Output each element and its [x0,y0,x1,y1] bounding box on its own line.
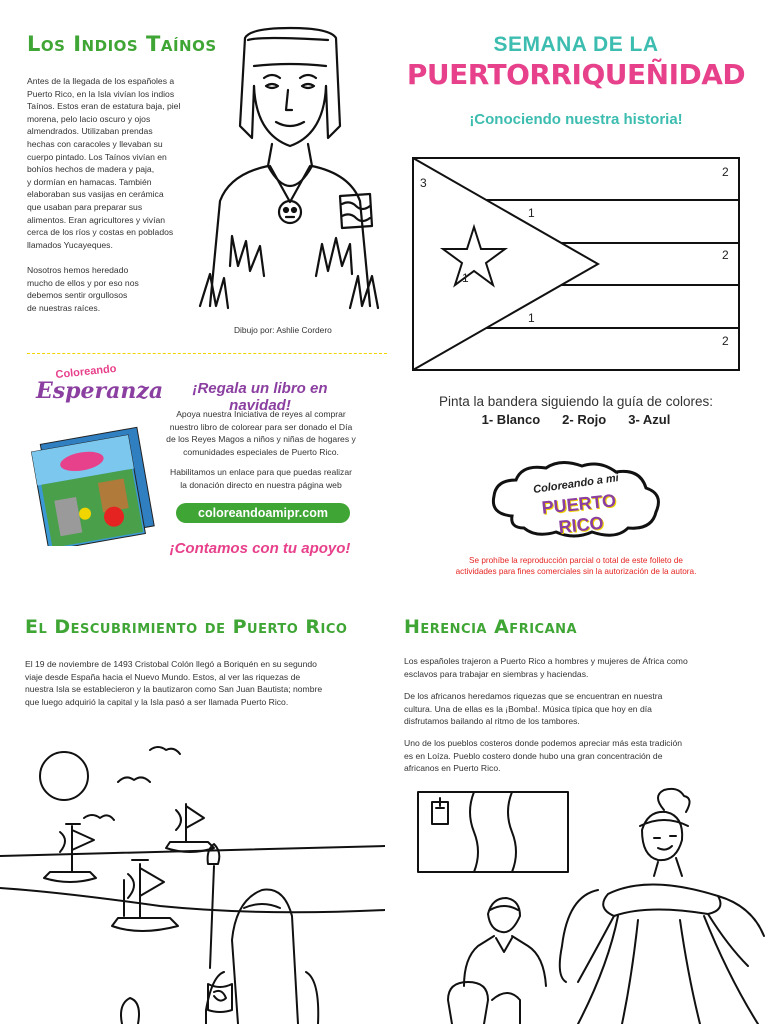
columbus-arrival-illustration [0,740,385,1024]
page-header-line1: SEMANA DE LA [493,33,659,56]
descubrimiento-body: El 19 de noviembre de 1493 Cristobal Colón llegó a Boriquén en su segundo viaje desde España hacia el Nuevo Mundo. Estos, al ver las riquezas de nuestra Isla se establecieron y la bautizaron como San Juan Bautista; nombre que luego adquirió la capital y la Isla pasó a ser llamada Puerto Rico. [25,659,323,707]
flag-number-stripe2: 1 [528,206,535,220]
tainos-title: Los Indios Taínos [27,32,217,56]
logo-line1: Coloreando [54,362,118,382]
flag-number-stripe5: 2 [722,334,729,348]
herencia-paragraph-2: De los africanos heredamos riquezas que se encuentran en nuestra cultura. Una de ellas es la ¡Bomba!. Música típica que hoy en día disfrutamos bailando al ritmo de los tambores. [404,691,663,727]
brand-line1: Coloreando a mi [532,472,620,496]
page-subtitle: ¡Conociendo nuestra historia! [469,111,683,128]
legend-red: 2- Rojo [562,412,607,427]
brand-line2: PUERTO RICO [540,490,618,538]
copyright-disclaimer: Se prohíbe la reproducción parcial o total de este folleto de actividades para fines comerciales sin la autorización de la autora. [455,556,697,576]
section-divider [27,353,387,354]
flag-number-stripe1: 2 [722,165,729,179]
flag-number-triangle: 3 [420,176,427,190]
herencia-title: Herencia Africana [404,616,578,638]
logo-line2: Esperanza [36,378,164,404]
book-headline: ¡Regala un libro en navidad! [192,380,328,414]
herencia-paragraph-3: Uno de los pueblos costeros donde podemos apreciar más esta tradición es en Loíza. Pueblo costero donde hubo una gran concentración de africanos en Puerto Rico. [404,738,683,774]
legend-blue: 3- Azul [628,412,671,427]
book-body-link-note: Habilitamos un enlace para que puedas realizar la donación directo en nuestra página web [169,467,352,490]
flag-number-stripe4: 1 [528,311,535,325]
flag-number-star: 1 [462,271,469,285]
legend-white: 1- Blanco [481,412,541,427]
book-body: Apoya nuestra Iniciativa de reyes al comprar nuestro libro de colorear para ser donado el Día de los Reyes Magos a niños y niñas de hogares y comunidades especiales de Puerto Rico. [166,409,356,457]
sun [40,752,88,800]
flag-number-stripe3: 2 [722,248,729,262]
coloring-book-cover [28,424,156,546]
puerto-rico-flag-coloring [412,157,740,371]
page-header-line2: PUERTORRIQUEÑIDAD [406,58,746,91]
tainos-body-closing: Nosotros hemos heredado mucho de ellos y por eso nos debemos sentir orgullosos de nuestras raíces. [27,265,139,313]
descubrimiento-title: El Descubrimiento de Puerto Rico [25,616,348,638]
herencia-paragraph-1: Los españoles trajeron a Puerto Rico a hombres y mujeres de África como esclavos para trabajar en siembras y haciendas. [404,656,688,679]
book-closing: ¡Contamos con tu apoyo! [169,540,351,557]
illustration-credit: Dibujo por: Ashlie Cordero [234,325,332,335]
color-legend [400,412,752,427]
bomba-dancers-illustration [408,786,768,1024]
tainos-body: Antes de la llegada de los españoles a Puerto Rico, en la Isla vivían los indios Taínos. Estos eran de estatura baja, piel morena, pelo lacio oscuro y ojos almendrados. Utilizaban prendas hechas con caracoles y llevaban su cuerpo pintado. Los Taínos vivían en bohíos hechos de madera y paja, y dormían en hamacas. También elaboraban sus vasijas en cerámica que usaban para preparar sus alimentos. Eran agricultores y vivían cerca de los ríos y costas en poblados llamados Yucayeques. [27,76,181,250]
taino-woman-illustration [190,26,390,326]
esperanza-logo [36,362,164,404]
website-link-button[interactable]: coloreandoamipr.com [176,503,350,523]
flag-instruction: Pinta la bandera siguiendo la guía de colores: [439,394,713,409]
